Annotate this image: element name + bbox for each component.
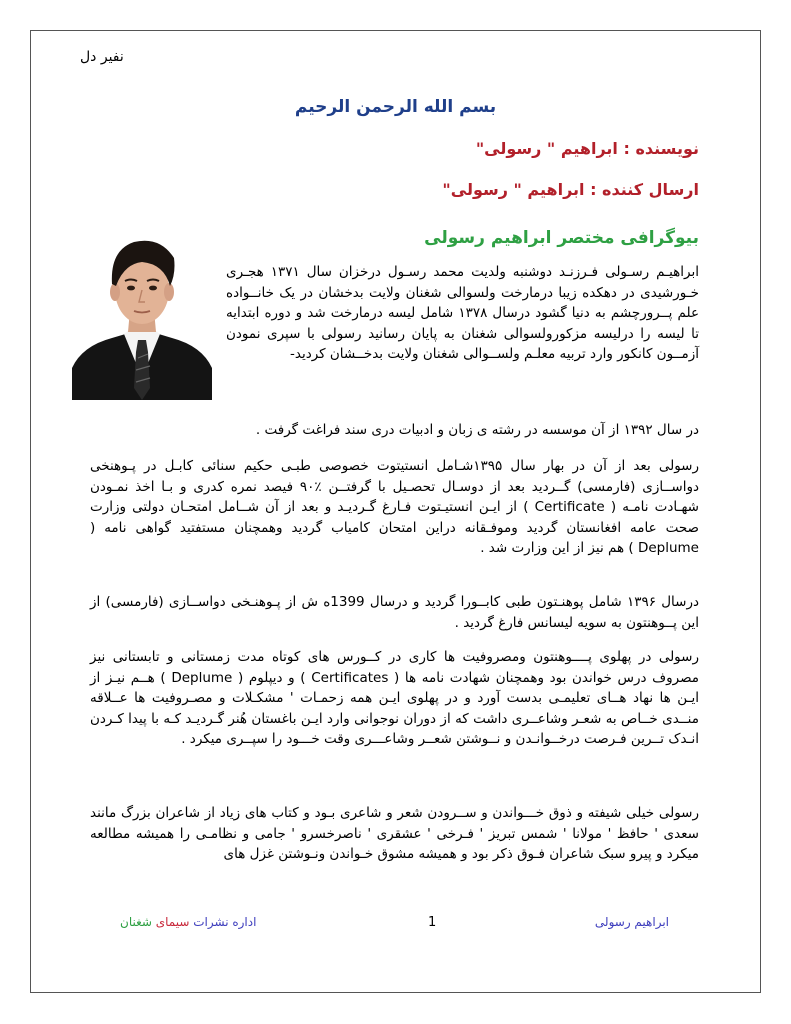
paragraph-courses-poetry: رسولی در پهلوی پــــوهنتون ومصروفیت ها کاری در کــورس های کوتاه مدت زمستانی و تابستانی نیز مصروف درس خواندن بود وهمچنان شهادت نامه ها ( Certificates ) و دیپلوم ( Deplume ) هــم نیـز از ایـن ها نهاد هــای تعلیمـی بدست آورد و در پهلوی ایـن همه زحمـات ' مشکـلات و مصـروفیت ها عــلاقه منــدی خــاص به شعـر وشاعــری داشت که از دوران نوجوانی وارد ایـن باغستان هُنر گـردیـد کـه با پیدا کـردن انـدک تــرین فـرصت درخــوانـدن و نــوشتن شعــر وشاعـــری وقت خـــود را سپــری میکرد . bbox=[90, 649, 700, 747]
paragraph-pharmacy-institute: رسولی بعد از آن در بهار سال ۱۳۹۵شـامل انستیتوت خصوصی طبـی حکیم سنائی کابـل در پـوهنخی دواســازی (فارمسی) گــردید بعد از دوسـال تحصـیل با گرفتــن ٪۹۰ فیصد نمره کدری و بـا اخذ نمـودن شهـادت نامـه ( Certificate ) از ایـن انستیـتوت فـارغ گـردیـد و بعد از آن شــامل امتحـان دولتی وزارت صحت عامه افغانستان گردید وموفـقانه دراین امتحان کامیاب گردید وهمچنان مستفتید گواهی نامه ( Deplume ) هم نیز از این وزارت شد . bbox=[90, 458, 700, 556]
footer-author: ابراهیم رسولی bbox=[594, 915, 669, 929]
author-photo bbox=[72, 228, 212, 400]
paragraph-reading: رسولی خیلی شیفته و ذوق خـــواندن و ســرودن شعر و شاعری بـود و کتاب های زیاد از شاعران بزرگ مانند سعدی ' حافظ ' مولانا ' شمس تبریز ' فـرخی ' عشقری ' ناصرخسرو ' جامی و نظامـی را همیشه مطالعه میکرد و پیرو سبک شاعران فـوق ذکر بود و همیشه مشوق خـواندن ونـوشتن غزل های bbox=[90, 805, 699, 862]
portrait-image bbox=[72, 228, 212, 400]
header-title: نفیر دل bbox=[80, 49, 124, 65]
footer-publisher-prefix: اداره نشرات bbox=[189, 915, 257, 929]
footer-publisher-part2: شغنان bbox=[120, 915, 152, 929]
page-number: 1 bbox=[428, 915, 437, 930]
biography-heading: بیوگرافی مختصر ابراهیم رسولی bbox=[424, 228, 699, 248]
footer-publisher-part1: سیمای bbox=[151, 915, 190, 929]
paragraph-intro: ابراهیـم رسـولی فـرزنـد دوشنبه ولدیت محمد رسـول درخزان سال ۱۳۷۱ هجـری خـورشیدی در دهکده زیبا درمارخت ولسوالی شغنان ولایت بدخشان در یک خانــواده علم پــرورچشم به دنیا گشود درسال ۱۳۷۸ شامل لیسه درمارخت شد و دوره ابتدایه تا لیسه را درلیسه مزکورولسوالی شغنان به پایان رسانید رسولی با سپری نمودن آزمــون کانکور وارد تربیه معلـم ولســوالی شغنان ولایت بدخــشان کردید- bbox=[226, 264, 699, 362]
writer-line: نویسنده : ابراهیم " رسولی" bbox=[475, 139, 699, 158]
paragraph-graduation: در سال ۱۳۹۲ از آن موسسه در رشته ی زبان و ادبیات دری سند فراغت گرفت . bbox=[255, 422, 699, 438]
paragraph-university: درسال ۱۳۹۶ شامل پوهنـتون طبی کابــورا گردید و درسال 1399ه ش از پـوهنـخی دواســازی (فارمسی) از این پــوهنتون به سویه لیسانس فارغ گردید . bbox=[90, 594, 699, 631]
sender-line: ارسال کننده : ابراهیم " رسولی" bbox=[442, 180, 699, 199]
footer-publisher bbox=[120, 915, 256, 929]
basmala-heading: بسم الله الرحمن الرحیم bbox=[294, 97, 497, 117]
